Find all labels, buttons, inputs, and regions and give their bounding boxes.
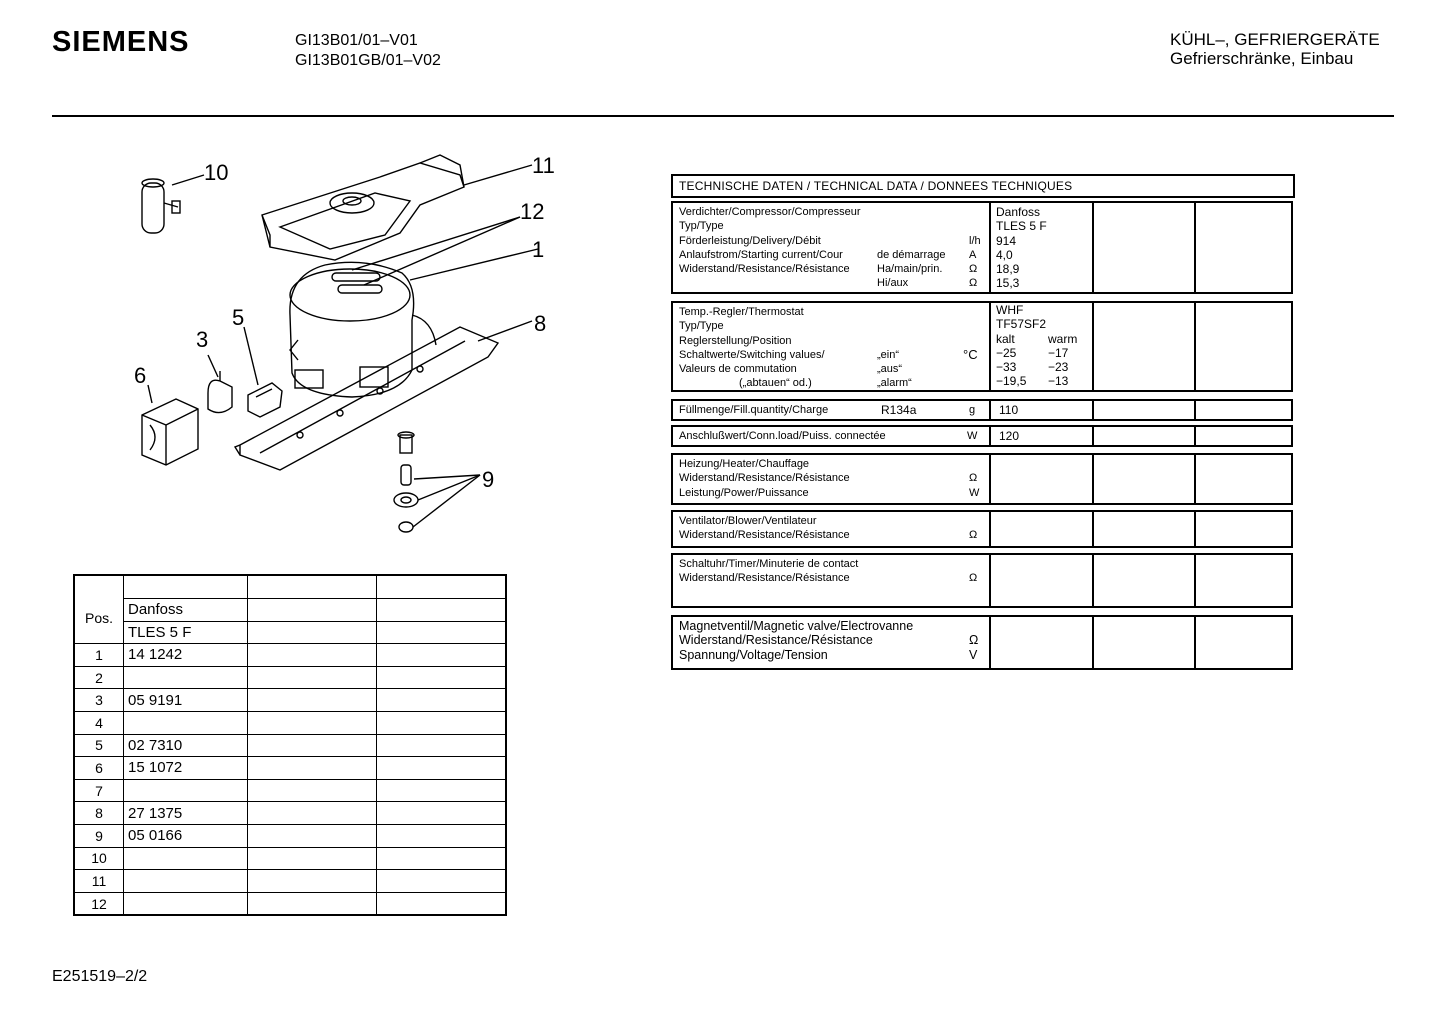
thermostat-sublabel: „ein“ — [877, 348, 900, 361]
heater-label: Leistung/Power/Puissance — [679, 486, 809, 499]
compressor-value: Danfoss — [996, 205, 1041, 219]
parts-blank-cell — [248, 892, 377, 915]
thermostat-label: („abtauen“ od.) — [739, 377, 812, 390]
part-code — [124, 711, 248, 734]
valve-label: Magnetventil/Magnetic valve/Electrovanne — [679, 619, 914, 633]
compressor-label-row — [679, 234, 983, 248]
thermostat-value-a: kalt — [996, 331, 1015, 346]
power-value: 120 — [991, 427, 1094, 445]
pos-number: 7 — [74, 779, 124, 802]
parts-head-row — [74, 621, 506, 644]
parts-header-row — [74, 575, 506, 599]
parts-head-cell: TLES 5 F — [124, 621, 248, 644]
table-row — [74, 757, 506, 780]
thermostat-value-a: WHF — [996, 303, 1024, 317]
thermostat-value-b: −13 — [1048, 374, 1069, 389]
pos-number: 4 — [74, 711, 124, 734]
fill-quantity-section — [671, 399, 1293, 421]
parts-blank-cell — [248, 779, 377, 802]
parts-blank-cell — [248, 689, 377, 712]
blower-label-row — [679, 514, 983, 528]
compressor-label: Verdichter/Compressor/Compresseur — [679, 206, 861, 218]
fill-unit: g — [969, 404, 976, 416]
timer-section — [671, 553, 1293, 608]
heater-label-row — [679, 486, 983, 500]
table-row — [74, 870, 506, 893]
pos-number: 8 — [74, 802, 124, 825]
blower-label: Ventilator/Blower/Ventilateur — [679, 515, 817, 527]
compressor-label-row — [679, 248, 983, 262]
parts-blank-cell — [248, 734, 377, 757]
compressor-label: Anlaufstrom/Starting current/Cour — [679, 248, 843, 261]
parts-blank-cell — [377, 824, 507, 847]
parts-blank-cell — [248, 711, 377, 734]
table-row — [74, 689, 506, 712]
thermostat-label-row — [679, 362, 983, 376]
thermostat-label-row — [679, 319, 983, 333]
fill-value: 110 — [991, 401, 1094, 419]
parts-blank-cell — [377, 734, 507, 757]
callout-11: 11 — [532, 153, 555, 178]
compressor-label: Widerstand/Resistance/Résistance — [679, 263, 850, 276]
thermostat-value-b: −17 — [1048, 345, 1069, 360]
table-row — [74, 779, 506, 802]
thermostat-label: Reglerstellung/Position — [679, 334, 792, 347]
valve-unit: V — [969, 647, 978, 662]
thermostat-label: Valeurs de commutation — [679, 363, 797, 376]
thermostat-sublabel: „alarm“ — [877, 377, 912, 390]
parts-blank-cell — [377, 757, 507, 780]
pos-number: 3 — [74, 689, 124, 712]
compressor-sublabel: Ha/main/prin. — [877, 263, 943, 276]
heater-label-row — [679, 457, 983, 471]
thermostat-value-row — [996, 374, 1087, 388]
callout-3: 3 — [196, 327, 209, 352]
parts-blank-cell — [377, 870, 507, 893]
header-rule — [52, 115, 1394, 117]
pos-header: Pos. — [74, 575, 124, 644]
parts-head-cell: Danfoss — [124, 599, 248, 622]
parts-blank-cell — [377, 644, 507, 667]
compressor-label-row — [679, 205, 983, 219]
document-code: E251519–2/2 — [52, 968, 148, 985]
part-code: 15 1072 — [124, 757, 248, 780]
pos-number: 9 — [74, 824, 124, 847]
parts-blank-cell — [248, 621, 377, 644]
table-row — [74, 892, 506, 915]
parts-blank-cell — [377, 892, 507, 915]
part-code — [124, 779, 248, 802]
part-code: 02 7310 — [124, 734, 248, 757]
valve-label: Spannung/Voltage/Tension — [679, 647, 828, 662]
blower-label-row — [679, 528, 983, 542]
part-6-cover — [142, 399, 198, 465]
table-row — [74, 644, 506, 667]
part-8-baseplate — [235, 327, 498, 470]
parts-header-cell — [248, 575, 377, 599]
valve-unit: Ω — [969, 633, 979, 648]
valve-label-row — [679, 648, 983, 662]
heater-label: Widerstand/Resistance/Résistance — [679, 472, 850, 485]
parts-table — [73, 574, 507, 916]
part-10-capacitor — [142, 179, 180, 233]
thermostat-value-row — [996, 332, 1087, 346]
compressor-unit: Ω — [969, 263, 978, 276]
pos-number: 11 — [74, 870, 124, 893]
thermostat-value-a: −25 — [996, 345, 1017, 360]
parts-blank-cell — [248, 847, 377, 870]
callout-1: 1 — [532, 237, 545, 262]
table-row — [74, 802, 506, 825]
blower-section — [671, 510, 1293, 548]
callout-12: 12 — [520, 199, 545, 224]
parts-head-row — [74, 599, 506, 622]
timer-label: Schaltuhr/Timer/Minuterie de contact — [679, 558, 859, 570]
heater-label: Heizung/Heater/Chauffage — [679, 458, 810, 470]
thermostat-value-row — [996, 346, 1087, 360]
compressor-value: 18,9 — [996, 262, 1020, 277]
part-code: 27 1375 — [124, 802, 248, 825]
part-5-relay — [248, 383, 282, 417]
thermostat-label: Schaltwerte/Switching values/ — [679, 348, 825, 361]
parts-blank-cell — [377, 847, 507, 870]
compressor-unit: l/h — [969, 234, 981, 247]
thermostat-label-row — [679, 348, 983, 362]
table-row — [74, 847, 506, 870]
thermostat-value-b: warm — [1048, 331, 1078, 346]
compressor-label-row — [679, 219, 983, 233]
blower-unit: Ω — [969, 529, 978, 542]
brand-logo: SIEMENS — [52, 26, 190, 58]
thermostat-unit: °C — [963, 346, 978, 362]
exploded-diagram — [120, 145, 570, 545]
callout-8: 8 — [534, 311, 547, 336]
compressor-sublabel: Hi/aux — [877, 277, 909, 290]
pos-number: 2 — [74, 666, 124, 689]
thermostat-value-row — [996, 360, 1087, 374]
part-code: 05 0166 — [124, 824, 248, 847]
compressor-value: 914 — [996, 233, 1017, 248]
thermostat-value-b: −23 — [1048, 360, 1069, 375]
thermostat-label-row — [679, 376, 983, 390]
tech-data-title: TECHNISCHE DATEN / TECHNICAL DATA / DONNEES TECHNIQUES — [671, 174, 1295, 198]
pos-number: 10 — [74, 847, 124, 870]
thermostat-section — [671, 301, 1293, 392]
compressor-section — [671, 201, 1293, 294]
compressor-value: 4,0 — [996, 247, 1013, 262]
heater-unit: W — [969, 486, 980, 499]
thermostat-value-row — [996, 303, 1087, 317]
parts-blank-cell — [377, 599, 507, 622]
compressor-sublabel: de démarrage — [877, 248, 946, 261]
timer-label-row — [679, 557, 983, 571]
parts-blank-cell — [377, 689, 507, 712]
blower-label: Widerstand/Resistance/Résistance — [679, 529, 850, 542]
parts-blank-cell — [248, 870, 377, 893]
part-code — [124, 847, 248, 870]
parts-blank-cell — [248, 666, 377, 689]
thermostat-value-row — [996, 317, 1087, 331]
compressor-value: 15,3 — [996, 276, 1020, 291]
compressor-label: Förderleistung/Delivery/Débit — [679, 234, 821, 247]
model-number-1: GI13B01/01–V01 — [295, 32, 418, 49]
timer-unit: Ω — [969, 572, 978, 585]
thermostat-label-row — [679, 305, 983, 319]
callout-9: 9 — [482, 467, 495, 492]
valve-section — [671, 615, 1293, 670]
table-row — [74, 824, 506, 847]
callout-5: 5 — [232, 305, 245, 330]
parts-blank-cell — [377, 779, 507, 802]
thermostat-value-a: −19,5 — [996, 374, 1027, 389]
heater-unit: Ω — [969, 472, 978, 485]
category-line-2: Gefrierschränke, Einbau — [1170, 49, 1354, 68]
part-1-compressor — [290, 262, 436, 397]
parts-header-cell — [377, 575, 507, 599]
parts-header-cell — [124, 575, 248, 599]
parts-blank-cell — [377, 666, 507, 689]
table-row — [74, 734, 506, 757]
part-code: 05 9191 — [124, 689, 248, 712]
table-row — [74, 666, 506, 689]
parts-blank-cell — [377, 711, 507, 734]
timer-label-row — [679, 571, 983, 585]
valve-label-row — [679, 633, 983, 647]
heater-section — [671, 453, 1293, 505]
power-unit: W — [967, 430, 978, 442]
part-9-grommets — [394, 432, 418, 532]
callout-10: 10 — [204, 160, 229, 185]
parts-blank-cell — [248, 802, 377, 825]
parts-blank-cell — [248, 824, 377, 847]
pos-number: 1 — [74, 644, 124, 667]
parts-blank-cell — [377, 621, 507, 644]
fill-label: Füllmenge/Fill.quantity/Charge — [679, 404, 829, 416]
power-label: Anschlußwert/Conn.load/Puiss. connectée — [679, 430, 886, 442]
table-row — [74, 711, 506, 734]
part-code — [124, 892, 248, 915]
part-code — [124, 666, 248, 689]
part-code — [124, 870, 248, 893]
pos-number: 6 — [74, 757, 124, 780]
compressor-label: Typ/Type — [679, 220, 724, 233]
parts-blank-cell — [248, 757, 377, 780]
thermostat-sublabel: „aus“ — [877, 363, 903, 376]
compressor-value: TLES 5 F — [996, 219, 1047, 234]
compressor-unit: Ω — [969, 277, 978, 290]
fill-refrigerant: R134a — [881, 403, 917, 417]
compressor-label-row — [679, 276, 983, 290]
parts-blank-cell — [377, 802, 507, 825]
thermostat-value-a: −33 — [996, 360, 1017, 375]
compressor-label-row — [679, 262, 983, 276]
category-line-1: KÜHL–, GEFRIERGERÄTE — [1170, 30, 1380, 49]
parts-blank-cell — [248, 644, 377, 667]
part-code: 14 1242 — [124, 644, 248, 667]
pos-number: 12 — [74, 892, 124, 915]
timer-label: Widerstand/Resistance/Résistance — [679, 572, 850, 585]
heater-label-row — [679, 471, 983, 485]
part-3-overload — [208, 371, 232, 413]
thermostat-label: Typ/Type — [679, 320, 724, 333]
callout-6: 6 — [134, 363, 147, 388]
parts-blank-cell — [248, 599, 377, 622]
thermostat-label-row — [679, 334, 983, 348]
valve-label-row — [679, 619, 983, 633]
thermostat-value-a: TF57SF2 — [996, 317, 1047, 332]
compressor-unit: A — [969, 248, 977, 261]
model-number-2: GI13B01GB/01–V02 — [295, 52, 441, 69]
connected-load-section — [671, 425, 1293, 447]
valve-label: Widerstand/Resistance/Résistance — [679, 633, 873, 648]
pos-number: 5 — [74, 734, 124, 757]
thermostat-label: Temp.-Regler/Thermostat — [679, 306, 804, 318]
